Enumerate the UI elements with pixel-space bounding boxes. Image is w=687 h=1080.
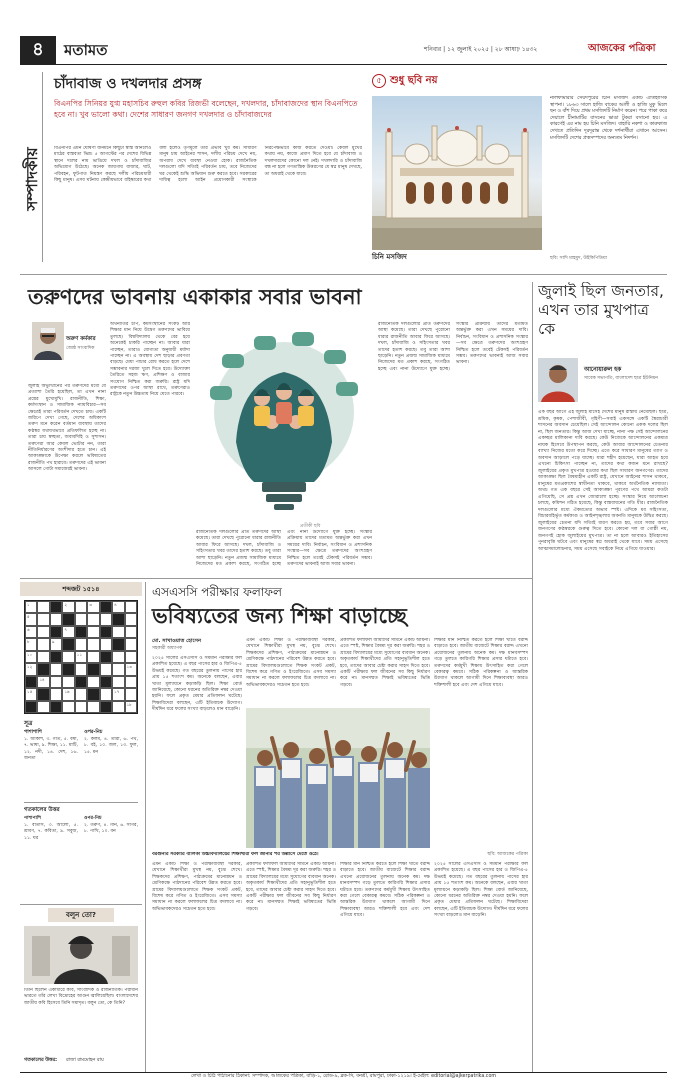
crossword-answers-title: গতকালের উত্তর [24,807,60,813]
crossword-block [37,688,49,700]
main-author-role: জ্যেষ্ঠ সাংবাদিক [66,346,95,351]
header-rule [20,64,667,65]
crossword-block [100,601,112,613]
crossword-cell[interactable] [112,651,124,663]
crossword-cell[interactable] [125,638,137,650]
left-col-divider [145,582,146,1072]
crossword-cell[interactable] [37,613,49,625]
crossword-cell[interactable] [37,701,49,713]
crossword-across-label: পাশাপাশি [24,730,42,735]
crossword-cell[interactable] [50,676,62,688]
crossword-block [25,676,37,688]
side-headline: জুলাই ছিল জনতার, এখন তার মুখপাত্র কে [538,282,664,338]
crossword-block [50,651,62,663]
crossword-cell[interactable]: ৯ [50,638,62,650]
crossword-cell[interactable]: ১০ [25,651,37,663]
quiz-section [20,908,142,1072]
photo-feature [372,74,667,268]
ssc-col-2: এমন একটি শিক্ষা ও পরীক্ষাব্যবস্থা দরকার, যেখানে শিক্ষার্থীরা মুখস্থ নয়, বুঝে শেখে। শিক্ষকদের প্রশিক্ষণ, পাঠ্যক্রমের মানোন্নয়ন ও শ্রেণিকক্ষে পাঠদানের পরিবেশ উন্নত করতে হবে। গ্রামের বিদ্যালয়গুলোতে শিক্ষক সংকট প্রকট, বিশেষ করে গণিত ও ইংরেজিতে। এসব সমস্যা সমাধান না করলে ফলাফলের চিত্র বদলাবে না। অভিভাবকদেরও সচেতন হতে হবে। [246,638,336,688]
crossword-block [75,676,87,688]
crossword-down-label: ওপর-নিচ [84,730,103,735]
quiz-photo [24,926,138,984]
crossword-cell[interactable]: ৮ [25,638,37,650]
photo-caption-title: চিনি মসজিদ [372,252,407,261]
crossword-cell[interactable]: ৩ [87,601,99,613]
crossword-cell[interactable] [75,601,87,613]
crossword-cell[interactable] [125,651,137,663]
crossword-cell[interactable] [37,626,49,638]
crossword-cell[interactable] [62,676,74,688]
page-header [20,36,667,64]
crossword-cell[interactable] [87,676,99,688]
mosque-illustration [372,96,542,250]
main-col-2: অর্থনীতির চাপ, কর্মসংস্থানের সংকট আর শিক্ষার মান নিয়ে উদ্বেগ তরুণদের ভাবিয়ে তুলছে। বিশ্ববিদ্যালয় থেকে বের হয়ে অনেকেই চাকরি পাচ্ছেন না। আবার যারা পাচ্ছেন, তারাও যোগ্যতা অনুযায়ী মর্যাদা পাচ্ছেন না। এ অবস্থায় দেশ ছাড়ার প্রবণতা বাড়ছে। মেধা পাচার রোধ করতে হলে দেশে সম্ভাবনার দরজা খুলে দিতে হবে। উদ্যোক্তা তৈরিতে সহজ ঋণ, প্রশিক্ষণ ও বাজার সংযোগ নিশ্চিত করা জরুরি। রাষ্ট্র যদি তরুণদের ওপর আস্থা রাখে, তরুণেরাও রাষ্ট্রকে নতুন উচ্চতায় নিয়ে যেতে পারবে। [110,322,190,398]
crossword-cell[interactable] [37,601,49,613]
crossword-cell[interactable] [75,613,87,625]
crossword-cell[interactable]: ৬ [25,626,37,638]
crossword-cell[interactable] [100,638,112,650]
main-side-divider [532,282,533,1072]
quiz-answer: রাজা রামমোহন রায় [66,1058,104,1063]
crossword-title: শব্দজট ১৫১৪ [20,582,142,596]
crossword-cell[interactable]: ১২ [25,663,37,675]
crossword-cell[interactable] [87,701,99,713]
ssc-photo-credit: ছবি: আজকের পত্রিকা [487,852,528,857]
crossword-cell[interactable]: ১৮ [125,701,137,713]
crossword-answers-across: ১. বাতাস, ৩. আলো, ৫. শ্রাবণ, ৭. কবিতা, ৯. সবুজ, ১১. ঘর [24,823,78,841]
crossword-cell[interactable] [87,638,99,650]
crossword-down: ২. কলম, ৪. তারা, ৬. পথ, ৮. বই, ১০. জল, ১৩. ফুল, ১৫. মন [84,737,138,755]
side-author-role: সাবেক সভাপতি, বাংলাদেশ ছাত্র ইউনিয়ন [584,376,658,381]
mosque-photo [372,96,542,250]
photo-tag: শুধু ছবি নয় [390,75,438,86]
quiz-portrait [24,926,138,984]
crossword-cell[interactable] [125,626,137,638]
crossword-cell[interactable] [50,613,62,625]
ssc-headline: ভবিষ্যতের জন্য শিক্ষা বাড়াচ্ছে [152,603,407,628]
author-avatar [32,322,64,360]
crossword-cell[interactable] [112,663,124,675]
crossword-cell[interactable] [50,663,62,675]
crossword-cell[interactable] [75,638,87,650]
crossword-cell[interactable]: ১৪ [37,676,49,688]
crossword-cell[interactable] [75,701,87,713]
crossword-block [112,638,124,650]
side-author-photo-frame [538,358,578,402]
ssc-lower-col-1: এমন একটি শিক্ষা ও পরীক্ষাব্যবস্থা দরকার, যেখানে শিক্ষার্থীরা মুখস্থ নয়, বুঝে শেখে। শিক্ষকদের প্রশিক্ষণ, পাঠ্যক্রমের মানোন্নয়ন ও শ্রেণিকক্ষে পাঠদানের পরিবেশ উন্নত করতে হবে। গ্রামের বিদ্যালয়গুলোতে শিক্ষক সংকট প্রকট, বিশেষ করে গণিত ও ইংরেজিতে। এসব সমস্যা সমাধান না করলে ফলাফলের চিত্র বদলাবে না। অভিভাবকদেরও সচেতন হতে হবে। [152,862,242,912]
editorial-divider [42,72,43,262]
crossword-cell[interactable]: ৭ [62,626,74,638]
crossword-cell[interactable]: ১১ [75,651,87,663]
ssc-lower-col-4: ২০২৫ সালের এসএসসি ও সমমান পরীক্ষার ফল প্রকাশিত হয়েছে। এ বছর পাসের হার ও জিপিএ-৫ উভয়ই কমেছে। গত বছরের তুলনায় পাসের হার প্রায় ১৫ শতাংশ কম। অনেকে বলছেন, এবার খাতা মূল্যায়নে কড়াকড়ি ছিল। শিক্ষা বোর্ড জানিয়েছে, কোনো ধরনের অতিরিক্ত নম্বর দেওয়া হয়নি। ফলে প্রকৃত মেধার প্রতিফলন ঘটেছে। শিক্ষাবিদেরা বলছেন, এটি ইতিবাচক উদ্যোগ। দীর্ঘদিন ধরে ফলের সংখ্যা বাড়লেও মান বাড়েনি। [434,862,528,919]
crossword-block [100,626,112,638]
top-section-rule [20,274,667,275]
crossword-cell[interactable] [50,688,62,700]
ssc-author-name: মো. সাখাওয়াত হোসেন [152,638,202,644]
crossword-block [25,701,37,713]
ssc-lower-col-3: শিক্ষার মান নিশ্চিত করতে হলে শিক্ষা খাতে বরাদ্দ বাড়াতে হবে। জাতীয় বাজেটে শিক্ষার বরাদ্দ এখনো প্রয়োজনের তুলনায় অনেক কম। দক্ষ মানবসম্পদ গড়ে তুলতে কারিগরি শিক্ষার প্রসার ঘটাতে হবে। তরুণদের কর্মমুখী শিক্ষায় উৎসাহিত করা গেলে বেকারত্ব কমবে। সঠিক পরিকল্পনা ও আন্তরিক উদ্যোগ থাকলে আগামী দিনে শিক্ষাব্যবস্থা আরও শক্তিশালী হবে এবং দেশ এগিয়ে যাবে। [340,862,430,919]
crossword-cell[interactable] [100,613,112,625]
crossword-quiz-rule [20,904,142,905]
students-celebrating-photo [246,708,430,848]
side-body: এক বছর আগে এই জুলাই মাসেই দেশের মানুষ রাস্তায় নেমেছিল। ছাত্র, শ্রমিক, কৃষক, পেশাজীবী, গৃহিণী—সবাই একসঙ্গে একটি স্বৈরাচারী শাসনের অবসান চেয়েছিল। সেই আন্দোলন কোনো একক দলের ছিল না, ছিল জনতার। কিন্তু আজ দেখা যাচ্ছে, নানা পক্ষ সেই আন্দোলনের একচ্ছত্র মালিকানা দাবি করছে। কেউ নিজেকে আন্দোলনের একমাত্র নায়ক হিসেবে উপস্থাপন করছে, কেউ আবার আন্দোলনের চেতনার ব্যাখ্যা নিজের মতো করে দিচ্ছে। এতে করে সাধারণ মানুষের ত্যাগ ও অবদান আড়ালে পড়ে যাচ্ছে। যারা শহীদ হয়েছেন, যারা আহত হয়ে এখনো চিকিৎসা পাচ্ছেন না, তাদের কথা কজন মনে রাখছে? জুলাইয়ের প্রকৃত মুখপাত্র হওয়ার কথা ছিল সাধারণ জনগণের। তাদের আকাঙ্ক্ষা ছিল বৈষম্যহীন একটি রাষ্ট্র, যেখানে আইনের শাসন থাকবে, মানুষের মতপ্রকাশের স্বাধীনতা থাকবে, থাকবে অর্থনৈতিক ন্যায্যতা। অথচ গত এক বছরে সেই আকাঙ্ক্ষা পূরণের পথে আমরা কতটা এগিয়েছি, সে প্রশ্ন এখন জোরালো হচ্ছে। সংস্কার নিয়ে আলোচনা চলছে, কমিশন গঠিত হয়েছে, কিন্তু বাস্তবায়নের গতি ধীর। রাজনৈতিক দলগুলোর মধ্যে ঐকমত্যের অভাব স্পষ্ট। এদিকে মব সহিংসতা, বিচারবহির্ভূত কর্মকাণ্ড ও আইনশৃঙ্খলার অবনতি মানুষকে উদ্বিগ্ন করছে। জুলাইয়ের চেতনা যদি সত্যিই ধারণ করতে হয়, তবে সবার আগে জনগণের কণ্ঠস্বরকে গুরুত্ব দিতে হবে। কোনো দল বা গোষ্ঠী নয়, জনগণই হোক জুলাইয়ের মুখপাত্র। তা না হলে আবারও ইতিহাসের পুনরাবৃত্তি ঘটবে এবং মানুষের স্বপ্ন অধরাই থেকে যাবে। সময় এসেছে আত্মসমালোচনার, সময় এসেছে সবাইকে নিয়ে এগিয়ে যাওয়ার। [538,410,668,552]
mid-section-rule [20,578,532,579]
quiz-answer-label: গতকালের উত্তর: [24,1058,58,1063]
crossword-cell[interactable] [100,688,112,700]
crossword-block [62,663,74,675]
quiz-text: তিনি ছিলেন একাধারে কবি, সাংবাদিক ও রাজনীতিক। পরাধীন ভারতে তাঁর লেখা বিদ্রোহের আগুন জ্বালিয়েছিল। বাংলাদেশের জাতীয় কবি হিসেবে তিনি সমাদৃত। বলুন তো, কে তিনি? [24,988,138,1006]
ssc-author-role: সহকারী অধ্যাপক [152,646,183,651]
crossword-cell[interactable]: ১ [25,601,37,613]
page-number: ৪ [32,39,44,60]
crossword-cell[interactable] [125,688,137,700]
crossword-cell[interactable] [75,688,87,700]
ssc-photo-caption: বরগুনার সরকারি বালিকা উচ্চবিদ্যালয়ের শিক্ষার্থীরা ফল জানার পর উল্লাসে মেতে ওঠে। [152,852,319,857]
author-photo-frame [32,322,64,360]
crossword-cell[interactable] [112,676,124,688]
side-author-block [538,358,668,406]
photo-caption: নীলফামারীর সৈয়দপুরের চিনি মসজিদ একটি ঐতিহাসিক স্থাপনা। ১৮৬৩ সালে হাজি বাকের আলী ও হাজি মুকু মিলে ছন ও বাঁশ দিয়ে প্রথম মসজিদটি নির্মাণ করেন। পরে পাকা করে দেয়ালে চীনামাটির বাসনের ভাঙা টুকরা বসানো হয়। এ কারণেই এর নাম হয় চিনি মসজিদ। বাহারি নকশা ও কারুকাজ দেখতে প্রতিদিন দূরদূরান্ত থেকে দর্শনার্থীরা এখানে আসেন। মসজিদটি দেশের প্রত্নসম্পদের অন্যতম নিদর্শন। [550,96,667,141]
photo-credit: ছবি: সাদি মাহমুদ, উইকিপিডিয়া [550,256,608,261]
quiz-title: বলুন তো? [48,908,114,922]
crossword-cell[interactable] [125,676,137,688]
crossword-block [87,663,99,675]
crossword-block [87,688,99,700]
crossword-cell[interactable] [125,613,137,625]
crossword-block [62,638,74,650]
editorial-side-label [22,80,40,280]
crossword-cell[interactable]: ১৫ [25,688,37,700]
crossword-block [112,613,124,625]
crossword-block [50,601,62,613]
crossword-block [50,626,62,638]
ssc-lower-col-2: প্রকাশিত ফলাফল আমাদের সামনে একটি আয়না। এতে স্পষ্ট, শিক্ষার বৈষম্য দূর করা জরুরি। শহর ও গ্রামের বিদ্যালয়ের মধ্যে সুযোগের ব্যবধান অনেক। অকৃতকার্য শিক্ষার্থীদের প্রতি সহানুভূতিশীল হতে হবে, তাদের আবার চেষ্টা করার সাহস দিতে হবে। একটি পরীক্ষার ফল জীবনের সব কিছু নির্ধারণ করে না। মানসম্মত শিক্ষাই ভবিষ্যতের ভিত্তি গড়বে। [246,862,336,912]
illustration-caption: প্রতীকী ছবি [300,524,321,529]
date-line: শনিবার | ১২ জুলাই ২০২৫ | ২৮ আষাঢ় ১৪৩২ [424,46,538,53]
crossword-answers-across-label: পাশাপাশি [24,816,41,821]
crossword-block [100,676,112,688]
crossword-grid[interactable] [24,600,138,714]
editorial-body: বিএনপির এমন ঘোষণা জনমনে কিছুটা স্বস্তি আনলেও মাঠের বাস্তবতা ভিন্ন। ৫ আগস্টের পর দেশের বিভিন্ন স্থানে দলের নাম ভাঙিয়ে দখল ও চাঁদাবাজির অভিযোগ উঠেছে। অনেক জায়গায় বাজার, ঘাট, পরিবহন, ফুটপাত নিয়ন্ত্রণ করছে দলীয় পরিচয়ধারী কিছু মানুষ। এসব ঘটনায় কেন্দ্রীয়ভাবে বহিষ্কারের কথা বলা হলেও তৃণমূলে তার প্রভাব খুব কম। সাধারণ মানুষ চায় আইনের শাসন, দলীয় পরিচয় দেখে নয়, অপরাধ দেখে ব্যবস্থা নেওয়া হোক। রাজনৈতিক দলগুলো যদি সত্যিই পরিবর্তন চায়, তবে নিজেদের ঘর থেকেই শুদ্ধি অভিযান শুরু করতে হবে। সরকারের দায়িত্ব হলো আইন প্রয়োগকারী সংস্থাকে নিরপেক্ষভাবে কাজ করতে দেওয়া। কেবল মুখের কথায় নয়, কাজে প্রমাণ দিতে হবে যে চাঁদাবাজ ও দখলদারদের কোনো দল নেই। দখলদারি ও চাঁদাবাজি বন্ধ না হলে গণতান্ত্রিক উত্তরণের যে স্বপ্ন মানুষ দেখছে, তা অধরাই থেকে যাবে। [54,146,362,184]
crossword-block [75,626,87,638]
section-title: মতামত [64,41,108,59]
lightbulb-people-illustration [196,322,372,522]
crossword-cell[interactable] [87,626,99,638]
crossword-cell[interactable] [62,701,74,713]
crossword-cell[interactable]: ১৭ [112,688,124,700]
crossword-cell[interactable] [87,651,99,663]
crossword-cell[interactable]: ২ [62,601,74,613]
crossword-across: ১. আকাশ, ৩. গতি, ৫. বর্ষা, ৭. ভাষা, ৯. শিক্ষা, ১১. মাটি, ১২. নদী, ১৪. দেশ, ১৬. জনতা [24,737,78,762]
crossword-cell[interactable] [37,651,49,663]
main-headline: তরুণদের ভাবনায় একাকার সবার ভাবনা [28,284,362,309]
crossword-cell[interactable] [87,613,99,625]
main-col-3: রাজনৈতিক দলগুলোর প্রতি তরুণদের আস্থা কমেছে। তারা দেখছে পুরোনো ধারার রাজনীতি আবার ফিরে আসছে। দখল, চাঁদাবাজি ও সহিংসতার খবর তাদের হতাশ করছে। তবু তারা আশা ছাড়েনি। নতুন প্রজন্ম সামাজিক মাধ্যমে নিজেদের মত প্রকাশ করছে, সংগঠিত হচ্ছে এবং নানা উদ্যোগে যুক্ত হচ্ছে। সংস্কার প্রক্রিয়ায় তাদের মতামত অন্তর্ভুক্ত করা এখন সময়ের দাবি। নির্বাচন, সংবিধান ও প্রশাসনিক সংস্কার—সব ক্ষেত্রে তরুণদের অংশগ্রহণ নিশ্চিত হলে তবেই টেকসই পরিবর্তন সম্ভব। তরুণদের ভাবনাই আজ সবার ভাবনা। [196,530,372,568]
footer-text: লেখা ও চিঠি পাঠানোর ঠিকানা: সম্পাদক, আজকের পত্রিকা, বাড়ি-১, রোড-৯, ব্লক-সি, বনশ্রী, রামপুরা, ঢাকা-১২১৯। ই-মেইল: editorial@ajkerpatrika.com [190,1074,497,1079]
editorial-lead: বিএনপির সিনিয়র যুগ্ম মহাসচিব রুহুল কবির রিজভী বলেছেন, দখলদার, চাঁদাবাজদের স্থান বিএনপিতে হবে না। খুব ভালো কথা। দেশের সাধারণ জনগণ দখলদার ও চাঁদাবাজদের [54,99,358,119]
crossword-cell[interactable]: ৪ [112,601,124,613]
main-author-block [28,322,100,380]
main-col-4: রাজনৈতিক দলগুলোর প্রতি তরুণদের আস্থা কমেছে। তারা দেখছে পুরোনো ধারার রাজনীতি আবার ফিরে আসছে। দখল, চাঁদাবাজি ও সহিংসতার খবর তাদের হতাশ করছে। তবু তারা আশা ছাড়েনি। নতুন প্রজন্ম সামাজিক মাধ্যমে নিজেদের মত প্রকাশ করছে, সংগঠিত হচ্ছে এবং নানা উদ্যোগে যুক্ত হচ্ছে। সংস্কার প্রক্রিয়ায় তাদের মতামত অন্তর্ভুক্ত করা এখন সময়ের দাবি। নির্বাচন, সংবিধান ও প্রশাসনিক সংস্কার—সব ক্ষেত্রে তরুণদের অংশগ্রহণ নিশ্চিত হলে তবেই টেকসই পরিবর্তন সম্ভব। তরুণদের ভাবনাই আজ সবার ভাবনা। [378,322,528,372]
crossword-cell[interactable]: ১৬ [62,688,74,700]
ssc-col-3: প্রকাশিত ফলাফল আমাদের সামনে একটি আয়না। এতে স্পষ্ট, শিক্ষার বৈষম্য দূর করা জরুরি। শহর ও গ্রামের বিদ্যালয়ের মধ্যে সুযোগের ব্যবধান অনেক। অকৃতকার্য শিক্ষার্থীদের প্রতি সহানুভূতিশীল হতে হবে, তাদের আবার চেষ্টা করার সাহস দিতে হবে। একটি পরীক্ষার ফল জীবনের সব কিছু নির্ধারণ করে না। মানসম্মত শিক্ষাই ভবিষ্যতের ভিত্তি গড়বে। [340,638,430,688]
crossword-answers-down-label: ওপর-নিচ [84,816,102,821]
crossword-cell[interactable] [112,626,124,638]
crossword-cell[interactable] [100,663,112,675]
crossword-block [62,613,74,625]
crossword-cell[interactable] [112,701,124,713]
crossword-cell[interactable] [62,651,74,663]
crossword-clues-header: সূত্র [24,720,33,727]
main-author-name: অরুণ কর্মকার [66,336,96,342]
crossword-cell[interactable]: ৫ [25,613,37,625]
main-col-1: জুলাই অভ্যুত্থানের পর তরুণদের মধ্যে যে প্রত্যাশা তৈরি হয়েছিল, তা এখন নানা প্রশ্নের মুখোমুখি। রাজনীতি, শিক্ষা, কর্মসংস্থান ও সামাজিক ন্যায়বিচার—সব ক্ষেত্রেই তারা পরিবর্তন দেখতে চায়। একটি জরিপে দেখা গেছে, দেশের অধিকাংশ তরুণ মনে করেন বর্তমান ব্যবস্থায় তাদের কণ্ঠস্বর যথাযথভাবে প্রতিফলিত হচ্ছে না। তারা চায় স্বচ্ছতা, জবাবদিহি ও সুশাসন। তরুণেরা আর কেবল ভোটার নন, তারা নীতিনির্ধারণের অংশীদার হতে চান। এই আকাঙ্ক্ষাকে উপেক্ষা করলে ভবিষ্যতের রাজনীতি পথ হারাবে। তরুণদের এই ভাবনা আসলে গোটা সমাজেরই ভাবনা। [28,384,106,473]
crossword-block [100,701,112,713]
ssc-kicker: এসএসসি পরীক্ষার ফলাফল [152,585,282,599]
crossword-cell[interactable] [37,638,49,650]
crossword-divider [24,802,138,803]
side-author-avatar [538,358,578,402]
crossword-cell[interactable]: ১৩ [125,663,137,675]
ssc-col-4: শিক্ষার মান নিশ্চিত করতে হলে শিক্ষা খাতে বরাদ্দ বাড়াতে হবে। জাতীয় বাজেটে শিক্ষার বরাদ্দ এখনো প্রয়োজনের তুলনায় অনেক কম। দক্ষ মানবসম্পদ গড়ে তুলতে কারিগরি শিক্ষার প্রসার ঘটাতে হবে। তরুণদের কর্মমুখী শিক্ষায় উৎসাহিত করা গেলে বেকারত্ব কমবে। সঠিক পরিকল্পনা ও আন্তরিক উদ্যোগ থাকলে আগামী দিনে শিক্ষাব্যবস্থা আরও শক্তিশালী হবে এবং দেশ এগিয়ে যাবে। [434,638,528,688]
editorial-title: চাঁদাবাজ ও দখলদার প্রসঙ্গ [54,76,202,92]
crossword-answers-down: ২. তরুণ, ৪. গান, ৬. সাগর, ৮. পাখি, ১০. বন [84,823,138,835]
masthead: আজকের পত্রিকা [588,43,656,54]
photo-tag-number: ৫ [372,74,386,88]
crossword-cell[interactable] [125,601,137,613]
crossword-section [20,582,142,902]
crossword-block [50,701,62,713]
side-author-name: আনোয়ারুল হক [584,367,622,373]
crossword-cell[interactable] [75,663,87,675]
youth-illustration [196,322,372,522]
crossword-block [100,651,112,663]
crossword-block [37,663,49,675]
ssc-photo [246,708,430,848]
ssc-col-1: ২০২৫ সালের এসএসসি ও সমমান পরীক্ষার ফল প্রকাশিত হয়েছে। এ বছর পাসের হার ও জিপিএ-৫ উভয়ই কমেছে। গত বছরের তুলনায় পাসের হার প্রায় ১৫ শতাংশ কম। অনেকে বলছেন, এবার খাতা মূল্যায়নে কড়াকড়ি ছিল। শিক্ষা বোর্ড জানিয়েছে, কোনো ধরনের অতিরিক্ত নম্বর দেওয়া হয়নি। ফলে প্রকৃত মেধার প্রতিফলন ঘটেছে। শিক্ষাবিদেরা বলছেন, এটি ইতিবাচক উদ্যোগ। দীর্ঘদিন ধরে ফলের সংখ্যা বাড়লেও মান বাড়েনি। [152,656,242,713]
editorial-side-label-text: সম্পাদকীয় [23,147,41,211]
